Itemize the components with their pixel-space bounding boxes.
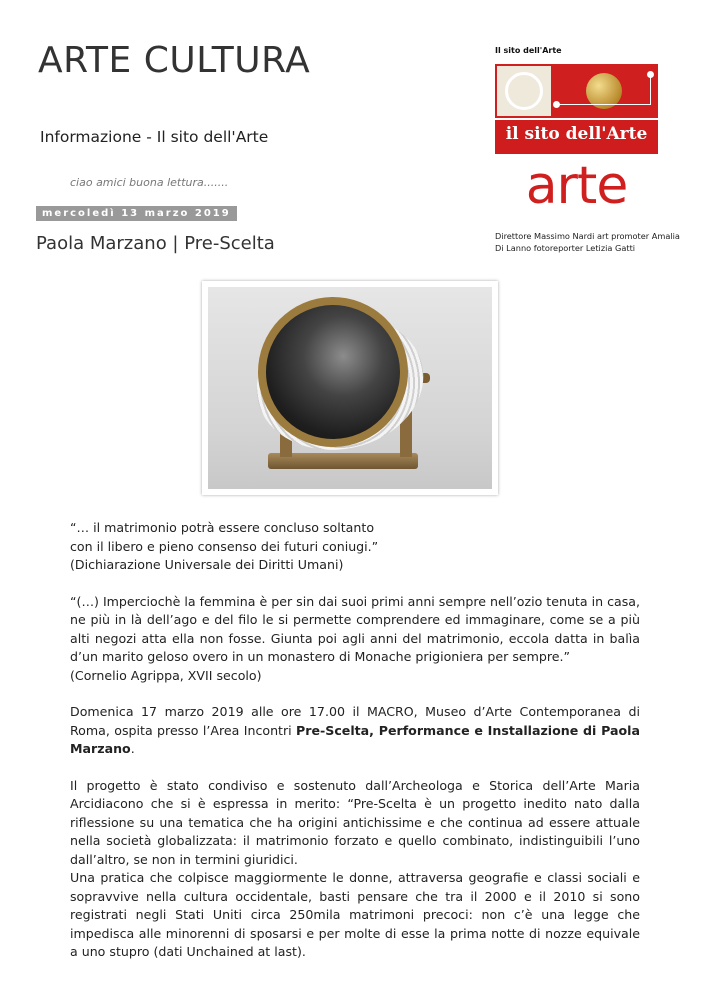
- paragraph-event-text: Domenica 17 marzo 2019 alle ore 17.00 il MACRO, Museo d’Arte Contemporanea di Roma, ospita presso l’Area Incontri: [70, 704, 640, 738]
- blog-description: Informazione - Il sito dell'Arte: [40, 128, 269, 146]
- paragraph-event-end: .: [130, 741, 135, 756]
- paragraph-project: Il progetto è stato condiviso e sostenuto dall’Archeologa e Storica dell’Arte Maria Arcidiacono che si è espressa in merito: “Pre-Scelta è un progetto inedito nato dalla riflessione su una tematica che ha origini antichissime e che continua ad essere attuale nella società globalizzata: il matrimonio forzato e quello combinato, indistinguibili l’uno dall’altro, se non in termini giuridici.: [70, 777, 640, 867]
- logo-ring-icon: [505, 72, 543, 110]
- logo-dot: [553, 101, 560, 108]
- quote1-line2: con il libero e pieno consenso dei futuri coniugi.”: [70, 538, 379, 554]
- quote2-source: (Cornelio Agrippa, XVII secolo): [70, 667, 262, 683]
- quote1-line1: “… il matrimonio potrà essere concluso soltanto: [70, 520, 375, 535]
- quote1-source: (Dichiarazione Universale dei Diritti Umani): [70, 557, 344, 572]
- sidebar-logo[interactable]: [495, 64, 658, 226]
- blog-title[interactable]: ARTE CULTURA: [38, 40, 311, 81]
- greeting-text: ciao amici buona lettura.......: [70, 176, 229, 189]
- mirror-photo: [208, 287, 492, 489]
- post-image[interactable]: [202, 281, 498, 495]
- logo-dot-2: [647, 71, 654, 78]
- post-date: mercoledì 13 marzo 2019: [36, 206, 237, 221]
- sidebar-heading: Il sito dell'Arte: [495, 46, 562, 55]
- post-body: [70, 519, 640, 962]
- paragraph-practice: Una pratica che colpisce maggiormente le donne, attraversa geografie e classi sociali e sopravvive nella cultura occidentale, basti pensare che tra il 2000 e il 2010 si sono registrati negli Stati Uniti circa 250mila matrimoni precoci: non c’è una legge che impedisca alle minorenni di sposarsi e per molte di esse la prima notte di nozze equivale a uno stupro (dati Unchained at last).: [70, 870, 640, 959]
- sidebar-caption: Direttore Massimo Nardi art promoter Amalia Di Lanno fotoreporter Letizia Gatti: [495, 231, 680, 253]
- post-title[interactable]: Paola Marzano | Pre-Scelta: [36, 233, 275, 254]
- logo-word: arte: [525, 156, 628, 216]
- logo-band-text: il sito dell'Arte: [505, 124, 648, 144]
- logo-line: [557, 104, 651, 105]
- logo-line-vertical: [650, 74, 651, 104]
- paragraph-event-bold: Pre-Scelta, Performance e Installazione di Paola Marzano: [70, 722, 640, 756]
- quote2: “(…) Imperciochè la femmina è per sin dai suoi primi anni sempre nell’ozio tenuta in casa, ne più in là dell’ago e del filo le si permette comprendere ed immaginare, come se a più alti negozi atta ella non fosse. Giunta poi agli anni del matrimonio, eccola datta in balìa d’un marito geloso overo in un monastero di Monache prigioniera per sempre.”: [70, 593, 640, 664]
- paragraph-event: [70, 703, 640, 759]
